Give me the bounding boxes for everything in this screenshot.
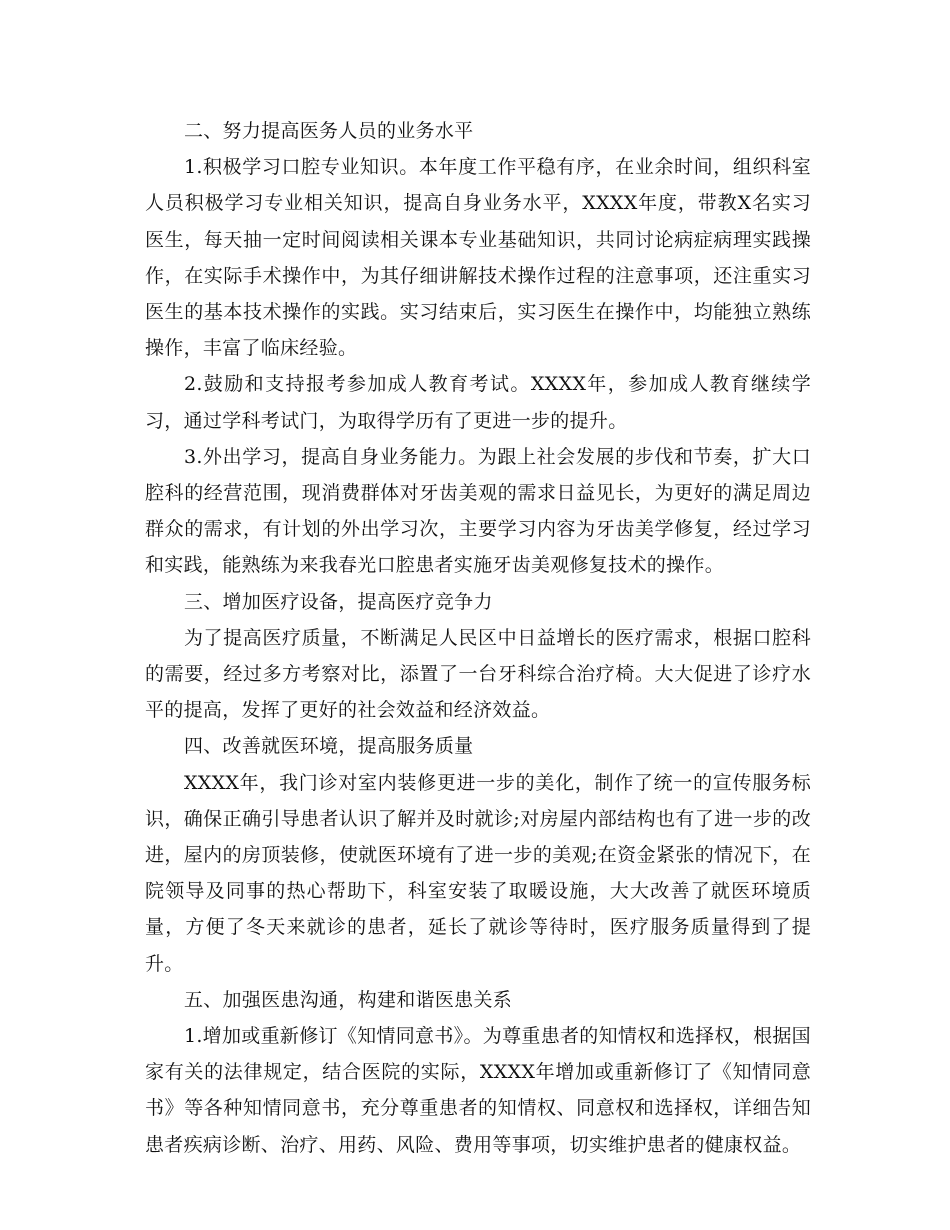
paragraph-5-1: 1.增加或重新修订《知情同意书》。为尊重患者的知情权和选择权，根据国家有关的法律规定，结合医院的实际，XXXX年增加或重新修订了《知情同意书》等各种知情同意书，充分尊重患者的知情权、同意权和选择权，详细告知患者疾病诊断、治疗、用药、风险、费用等事项，切实维护患者的健康权益。 xyxy=(145,1025,811,1156)
paragraph-2-3: 3.外出学习，提高自身业务能力。为跟上社会发展的步伐和节奏，扩大口腔科的经营范围，现消费群体对牙齿美观的需求日益见长，为更好的满足周边群众的需求，有计划的外出学习次，主要学习内容为牙齿美学修复，经过学习和实践，能熟练为来我春光口腔患者实施牙齿美观修复技术的操作。 xyxy=(145,445,811,577)
paragraph-2-2: 2.鼓励和支持报考参加成人教育考试。XXXX年，参加成人教育继续学习，通过学科考试门，为取得学历有了更进一步的提升。 xyxy=(145,373,811,432)
paragraph-4-1: XXXX年，我门诊对室内装修更进一步的美化，制作了统一的宣传服务标识，确保正确引导患者认识了解并及时就诊;对房屋内部结构也有了进一步的改进，屋内的房顶装修，使就医环境有了进一步的美观;在资金紧张的情况下，在院领导及同事的热心帮助下，科室安装了取暖设施，大大改善了就医环境质量，方便了冬天来就诊的患者，延长了就诊等待时，医疗服务质量得到了提升。 xyxy=(145,771,811,975)
section-heading-4: 四、改善就医环境，提高服务质量 xyxy=(183,735,474,758)
section-heading-3: 三、增加医疗设备，提高医疗竞争力 xyxy=(183,590,493,613)
paragraph-2-1: 1.积极学习口腔专业知识。本年度工作平稳有序，在业余时间，组织科室人员积极学习专业相关知识，提高自身业务水平，XXXX年度，带教X名实习医生，每天抽一定时间阅读相关课本专业基础知识，共同讨论病症病理实践操作，在实际手术操作中，为其仔细讲解技术操作过程的注意事项，还注重实习医生的基本技术操作的实践。实习结束后，实习医生在操作中，均能独立熟练操作，丰富了临床经验。 xyxy=(145,156,811,360)
section-heading-5: 五、加强医患沟通，构建和谐医患关系 xyxy=(183,988,513,1011)
section-heading-2: 二、努力提高医务人员的业务水平 xyxy=(183,120,474,142)
paragraph-3-1: 为了提高医疗质量，不断满足人民区中日益增长的医疗需求，根据口腔科的需要，经过多方考察对比，添置了一台牙科综合治疗椅。大大促进了诊疗水平的提高，发挥了更好的社会效益和经济效益。 xyxy=(145,626,811,722)
document-body xyxy=(145,113,811,1163)
